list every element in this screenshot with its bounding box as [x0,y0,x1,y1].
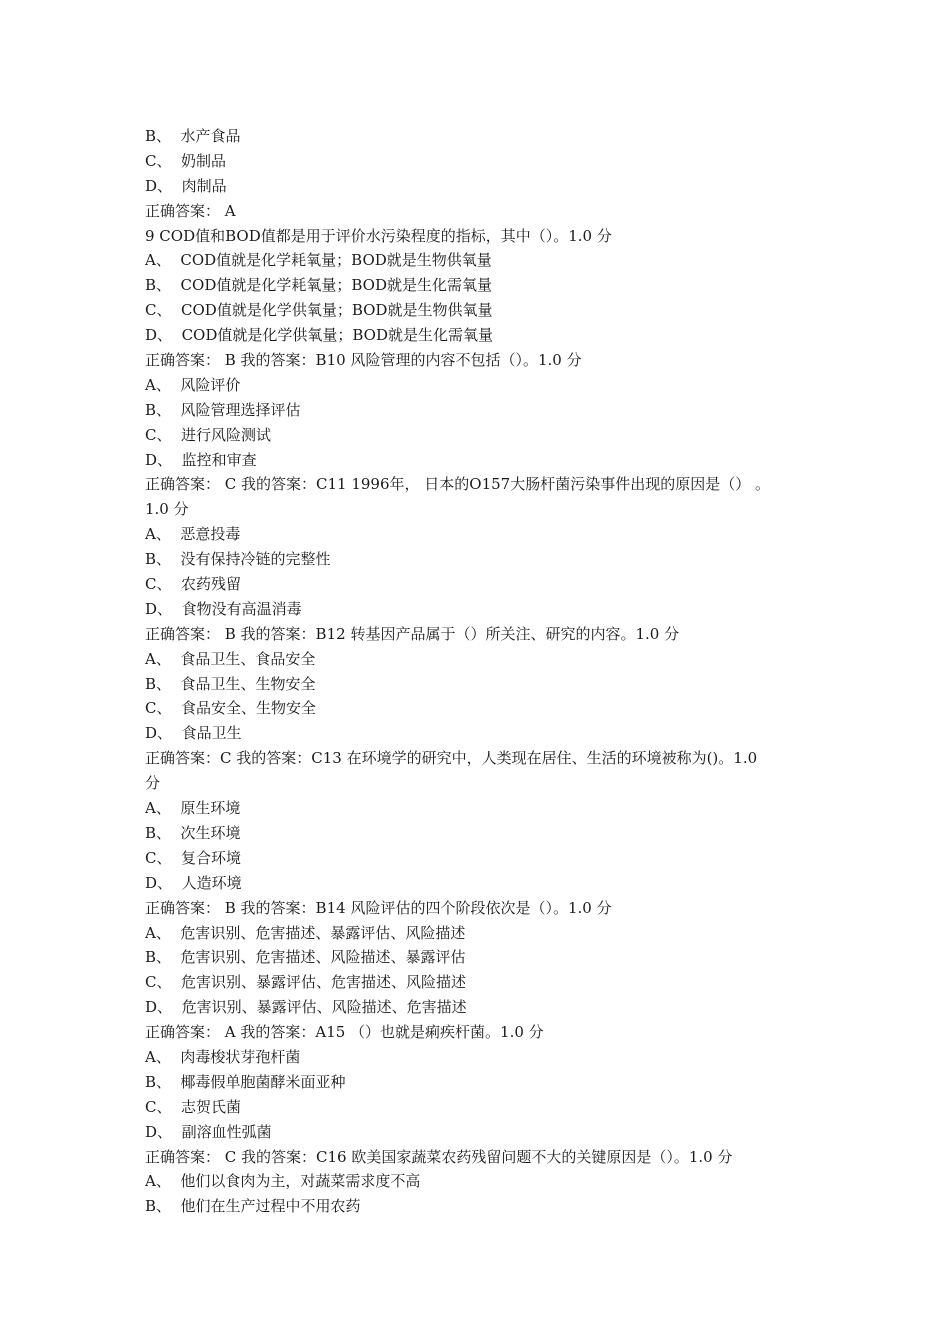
answer-option: C、 进行风险测试 [145,425,272,444]
answer-option: B、 椰毒假单胞菌酵米面亚种 [145,1072,346,1091]
answer-option: C、 食品安全、生物安全 [145,699,317,718]
answer-option: C、 农药残留 [145,575,242,594]
answer-key-line: 正确答案： B 我的答案：B14 风险评估的四个阶段依次是（）。1.0 分 [145,898,612,917]
answer-option: A、 原生环境 [145,799,241,818]
answer-option: C、 复合环境 [145,848,242,867]
answer-key-line: 正确答案： B 我的答案：B10 风险管理的内容不包括（）。1.0 分 [145,351,582,370]
question-line: 1.0 分 [145,500,189,519]
answer-key-line: 正确答案： C 我的答案：C11 1996年， 日本的O157大肠杆菌污染事件出现的原因是（） 。 [145,475,770,494]
answer-option: A、 肉毒梭状芽孢杆菌 [145,1047,301,1066]
question-line: 9 COD值和BOD值都是用于评价水污染程度的指标，其中（）。1.0 分 [145,226,612,245]
answer-option: D、 危害识别、暴露评估、风险描述、危害描述 [145,998,467,1017]
answer-option: A、 COD值就是化学耗氧量；BOD就是生物供氧量 [145,251,492,270]
answer-option: C、 志贺氏菌 [145,1097,242,1116]
answer-option: B、 没有保持冷链的完整性 [145,550,331,569]
answer-option: C、 奶制品 [145,151,227,170]
answer-option: D、 食物没有高温消毒 [145,599,302,618]
answer-option: D、 监控和审查 [145,450,257,469]
answer-option: B、 危害识别、危害描述、风险描述、暴露评估 [145,948,466,967]
answer-option: D、 食品卫生 [145,724,242,743]
answer-key-line: 正确答案： C 我的答案：C16 欧美国家蔬菜农药残留问题不大的关键原因是（）。1.0 分 [145,1147,733,1166]
answer-option: A、 他们以食肉为主，对蔬菜需求度不高 [145,1172,421,1191]
answer-option: A、 恶意投毒 [145,525,241,544]
answer-option: D、 肉制品 [145,176,227,195]
answer-key-line: 正确答案： B 我的答案：B12 转基因产品属于（）所关注、研究的内容。1.0 分 [145,624,680,643]
answer-option: A、 食品卫生、食品安全 [145,649,316,668]
answer-option: A、 风险评价 [145,375,241,394]
answer-option: B、 COD值就是化学耗氧量；BOD就是生化需氧量 [145,276,492,295]
answer-option: D、 COD值就是化学供氧量；BOD就是生化需氧量 [145,326,493,345]
answer-key-line: 正确答案： A 我的答案：A15 （）也就是痢疾杆菌。1.0 分 [145,1023,544,1042]
answer-option: B、 他们在生产过程中不用农药 [145,1197,361,1216]
answer-option: B、 次生环境 [145,823,241,842]
answer-option: A、 危害识别、危害描述、暴露评估、风险描述 [145,923,466,942]
answer-option: B、 风险管理选择评估 [145,400,301,419]
answer-key-line: 正确答案：C 我的答案：C13 在环境学的研究中，人类现在居住、生活的环境被称为()。1.0 [145,749,758,768]
answer-key-line: 正确答案： A [145,201,236,220]
answer-option: C、 COD值就是化学供氧量；BOD就是生物供氧量 [145,301,493,320]
answer-option: D、 副溶血性弧菌 [145,1122,272,1141]
answer-option: B、 水产食品 [145,127,241,145]
answer-option: B、 食品卫生、生物安全 [145,674,316,693]
document-text-body [145,124,825,1219]
answer-option: D、 人造环境 [145,873,242,892]
answer-option: C、 危害识别、暴露评估、危害描述、风险描述 [145,973,467,992]
question-line: 分 [145,774,161,793]
